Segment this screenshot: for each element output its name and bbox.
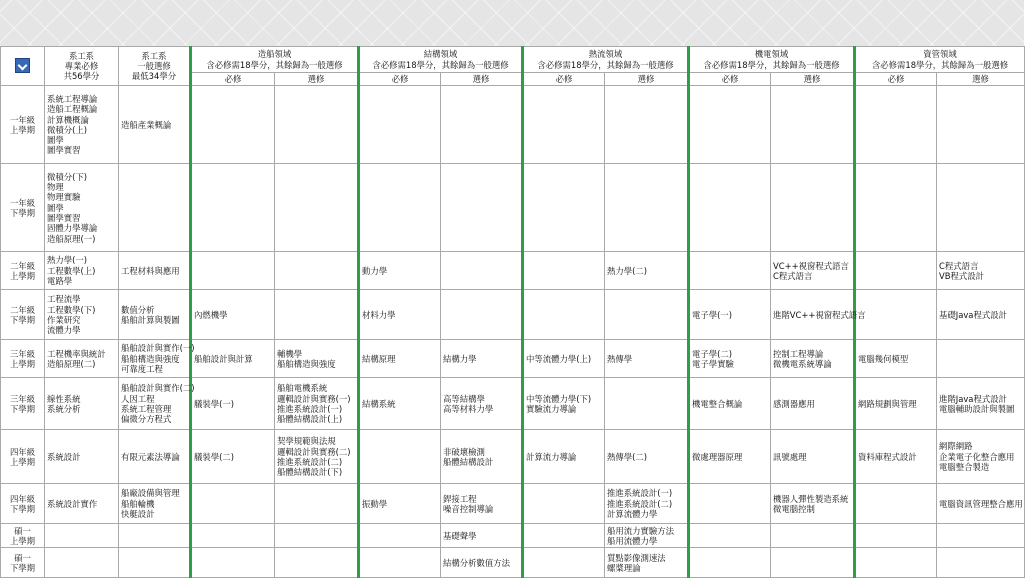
elective-courses-cell: [119, 86, 191, 164]
course-name: 計算流力導論: [526, 451, 577, 462]
course-name: 船用流力實驗方法: [607, 525, 674, 536]
domain-course-cell: [441, 548, 523, 578]
domain-course-cell: [689, 548, 771, 578]
domain-course-cell: [937, 340, 1025, 378]
table-row: [1, 164, 1025, 252]
domain-course-cell: [605, 86, 689, 164]
domain-course-cell: [605, 290, 689, 340]
course-name: 質點影像測速法: [607, 552, 666, 563]
domain-course-cell: [191, 86, 275, 164]
course-name: 系統分析: [47, 403, 81, 414]
domain-course-cell: [523, 524, 605, 548]
domain-course-cell: [771, 164, 855, 252]
course-name: 船舶設計與實作(二): [121, 383, 195, 394]
major-courses-cell: [45, 524, 119, 548]
course-name: 工程機率與統計: [47, 348, 106, 359]
domain-course-cell: [605, 252, 689, 290]
course-name: 船體結構設計(上): [277, 414, 343, 425]
semester-label: [1, 484, 45, 524]
domain-course-cell: [771, 86, 855, 164]
course-name: 機電整合概論: [692, 398, 743, 409]
domain-course-cell: [441, 524, 523, 548]
domain-course-cell: [605, 378, 689, 430]
domain-course-cell: [359, 430, 441, 484]
course-name: C程式語言: [773, 270, 813, 281]
course-name: 邏輯設計與實務(二): [277, 446, 351, 457]
course-name: 下學期: [9, 503, 36, 514]
course-name: 上學期: [9, 270, 36, 281]
course-name: 船舶輪機: [121, 498, 155, 509]
course-name: 電腦整合製造: [939, 461, 990, 472]
subheader-elective: 選修: [937, 73, 1025, 86]
course-name: 網路規劃與管理: [858, 398, 917, 409]
domain-course-cell: [689, 484, 771, 524]
course-name: 企業電子化整合應用: [939, 451, 1015, 462]
domain-course-cell: [689, 340, 771, 378]
course-name: 基礎聲學: [443, 530, 477, 541]
table-row: [1, 340, 1025, 378]
course-name: 工程材料與應用: [121, 265, 180, 276]
domain-course-cell: [359, 524, 441, 548]
domain-course-cell: [689, 378, 771, 430]
domain-course-cell: [605, 524, 689, 548]
course-name: 計算機概論: [47, 114, 89, 125]
semester-label: [1, 340, 45, 378]
domain-course-cell: [441, 378, 523, 430]
course-name: 船用流體力學: [607, 535, 658, 546]
course-name: 推進系統設計(一): [277, 403, 343, 414]
domain-course-cell: [855, 252, 937, 290]
course-name: 船舶構造與強度: [121, 353, 180, 364]
course-name: 三年級: [9, 348, 36, 359]
domain-course-cell: [937, 430, 1025, 484]
elective-courses-cell: [119, 252, 191, 290]
domain-course-cell: [689, 524, 771, 548]
table-row: [1, 548, 1025, 578]
course-name: 二年級: [9, 304, 36, 315]
course-name: 高等材料力學: [443, 403, 494, 414]
course-name: 熱力學(一): [47, 255, 88, 266]
domain-course-cell: [771, 548, 855, 578]
domain-course-cell: [191, 252, 275, 290]
domain-course-cell: [441, 430, 523, 484]
course-name: 二年級: [9, 260, 36, 271]
course-name: 偏微分方程式: [121, 414, 172, 425]
domain-course-cell: [937, 548, 1025, 578]
domain-header-mechatronics: 機電領域 含必修需18學分，其餘歸為一般選修: [689, 47, 855, 73]
domain-course-cell: [523, 430, 605, 484]
domain-course-cell: [441, 340, 523, 378]
domain-course-cell: [359, 252, 441, 290]
domain-course-cell: [441, 86, 523, 164]
course-name: 輔機學: [277, 348, 303, 359]
course-name: 銲接工程: [443, 493, 477, 504]
course-name: 電子學(二): [692, 348, 733, 359]
course-name: 工程數學(下): [47, 304, 96, 315]
elective-courses-cell: [119, 430, 191, 484]
course-name: 結構分析數值方法: [443, 557, 510, 568]
semester-label: [1, 252, 45, 290]
domain-course-cell: [441, 290, 523, 340]
course-name: 實驗流力導論: [526, 403, 577, 414]
domain-course-cell: [275, 252, 359, 290]
course-name: 下學期: [9, 207, 36, 218]
major-courses-cell: [45, 86, 119, 164]
major-courses-cell: [45, 378, 119, 430]
elective-courses-cell: [119, 290, 191, 340]
course-name: 造船工程概論: [47, 104, 98, 115]
domain-course-cell: [523, 86, 605, 164]
domain-course-cell: [937, 86, 1025, 164]
domain-course-cell: [441, 164, 523, 252]
course-name: 固體力學導論: [47, 223, 98, 234]
course-name: 動力學: [362, 265, 388, 276]
curriculum-body: [1, 86, 1025, 578]
domain-course-cell: [191, 164, 275, 252]
course-name: 一年級: [9, 114, 36, 125]
course-name: 熱傳學: [607, 353, 633, 364]
course-name: 人因工程: [121, 393, 155, 404]
domain-course-cell: [937, 252, 1025, 290]
domain-course-cell: [275, 164, 359, 252]
course-name: 微積分(上): [47, 124, 88, 135]
elective-courses-cell: [119, 524, 191, 548]
course-name: 造船產業概論: [121, 119, 172, 130]
course-name: 內燃機學: [194, 309, 228, 320]
course-name: 船舶電機系統: [277, 383, 328, 394]
domain-course-cell: [855, 340, 937, 378]
domain-course-cell: [771, 340, 855, 378]
domain-course-cell: [441, 484, 523, 524]
domain-course-cell: [937, 524, 1025, 548]
domain-course-cell: [275, 548, 359, 578]
domain-course-cell: [441, 252, 523, 290]
course-name: 上學期: [9, 124, 36, 135]
course-name: 上學期: [9, 535, 36, 546]
domain-course-cell: [275, 524, 359, 548]
course-name: 機器人彈性製造系統: [773, 493, 849, 504]
course-name: 非破壞檢測: [443, 446, 485, 457]
course-name: 訊號處理: [773, 451, 807, 462]
subheader-required: 必修: [359, 73, 441, 86]
course-name: 進階Java程式設計: [939, 393, 1007, 404]
domain-course-cell: [191, 378, 275, 430]
course-name: 下學期: [9, 562, 36, 573]
course-name: C程式語言: [939, 260, 979, 271]
domain-course-cell: [359, 340, 441, 378]
course-name: 工程流學: [47, 294, 81, 305]
domain-course-cell: [605, 340, 689, 378]
course-name: 電腦幾何模型: [858, 353, 909, 364]
domain-course-cell: [523, 548, 605, 578]
table-row: [1, 430, 1025, 484]
course-name: 圖學實習: [47, 212, 81, 223]
course-name: 熱傳學(二): [607, 451, 648, 462]
domain-course-cell: [359, 378, 441, 430]
course-name: 推進系統設計(二): [607, 498, 673, 509]
domain-course-cell: [191, 340, 275, 378]
course-name: 基礎Java程式設計: [939, 309, 1007, 320]
course-name: 系統工程管理: [121, 403, 172, 414]
course-name: 四年級: [9, 446, 36, 457]
course-name: 艤裝學(二): [194, 451, 235, 462]
subheader-required: 必修: [855, 73, 937, 86]
curriculum-table: [0, 46, 1025, 578]
domain-course-cell: [937, 164, 1025, 252]
course-name: 船體結構設計(下): [277, 467, 343, 478]
semester-label: [1, 86, 45, 164]
domain-course-cell: [275, 430, 359, 484]
domain-course-cell: [605, 484, 689, 524]
domain-course-cell: [855, 548, 937, 578]
table-row: [1, 252, 1025, 290]
domain-course-cell: [275, 378, 359, 430]
domain-course-cell: [689, 164, 771, 252]
domain-course-cell: [605, 164, 689, 252]
course-name: 上學期: [9, 456, 36, 467]
domain-header-shipbuilding: 造船領域 含必修需18學分，其餘歸為一般選修: [191, 47, 359, 73]
course-name: 圖學實習: [47, 145, 81, 156]
course-name: 推進系統設計(一): [607, 488, 673, 499]
course-name: 下學期: [9, 403, 36, 414]
domain-header-structure: 結構領域 含必修需18學分，其餘歸為一般選修: [359, 47, 523, 73]
corner-cell: [1, 47, 45, 86]
header-banner: [0, 0, 1024, 46]
major-courses-cell: [45, 164, 119, 252]
table-row: [1, 484, 1025, 524]
course-name: 振動學: [362, 498, 388, 509]
domain-course-cell: [275, 290, 359, 340]
domain-course-cell: [855, 524, 937, 548]
course-name: 結構原理: [362, 353, 396, 364]
course-name: 四年級: [9, 493, 36, 504]
table-row: [1, 290, 1025, 340]
course-name: 圖學: [47, 135, 64, 146]
domain-course-cell: [191, 290, 275, 340]
subheader-elective: 選修: [771, 73, 855, 86]
domain-course-cell: [523, 252, 605, 290]
domain-course-cell: [937, 290, 1025, 340]
domain-course-cell: [275, 340, 359, 378]
course-name: 中等流體力學(下): [526, 393, 592, 404]
domain-course-cell: [855, 164, 937, 252]
subheader-required: 必修: [523, 73, 605, 86]
domain-course-cell: [855, 290, 937, 340]
domain-course-cell: [191, 524, 275, 548]
domain-course-cell: [937, 378, 1025, 430]
course-name: 工程數學(上): [47, 265, 96, 276]
course-map: [0, 46, 1024, 578]
course-name: 系統設計實作: [47, 498, 98, 509]
domain-course-cell: [771, 524, 855, 548]
course-name: 推進系統設計(二): [277, 456, 343, 467]
table-row: [1, 86, 1025, 164]
domain-course-cell: [523, 290, 605, 340]
elective-courses-cell: [119, 484, 191, 524]
domain-course-cell: [359, 164, 441, 252]
course-name: 邏輯設計與實務(一): [277, 393, 351, 404]
course-name: 電腦資訊管理整合應用: [939, 498, 1023, 509]
course-name: 船舶設計與計算: [194, 353, 253, 364]
domain-course-cell: [855, 430, 937, 484]
table-row: [1, 524, 1025, 548]
course-name: 材料力學: [362, 309, 396, 320]
course-name: 碩一: [14, 552, 31, 563]
domain-course-cell: [359, 290, 441, 340]
course-name: 數值分析: [121, 304, 155, 315]
domain-course-cell: [191, 548, 275, 578]
course-name: 碩一: [14, 525, 31, 536]
header-row-main: [1, 47, 1025, 73]
course-name: 系統設計: [47, 451, 81, 462]
subheader-elective: 選修: [441, 73, 523, 86]
domain-course-cell: [191, 430, 275, 484]
course-name: 電子學(一): [692, 309, 733, 320]
elective-courses-cell: [119, 340, 195, 378]
course-name: 造船原理(二): [47, 358, 96, 369]
course-name: 微積分(下): [47, 171, 88, 182]
domain-header-thermal: 熱流領域 含必修需18學分，其餘歸為一般選修: [523, 47, 689, 73]
course-name: 中等流體力學(上): [526, 353, 592, 364]
domain-course-cell: [359, 484, 441, 524]
domain-course-cell: [689, 252, 771, 290]
subheader-required: 必修: [689, 73, 771, 86]
major-courses-cell: [45, 290, 119, 340]
domain-course-cell: [855, 484, 937, 524]
elective-courses-cell: [119, 164, 191, 252]
course-name: 結構力學: [443, 353, 477, 364]
course-name: 微機電系統導論: [773, 358, 832, 369]
course-name: 熱力學(二): [607, 265, 648, 276]
course-name: 快艇設計: [121, 508, 155, 519]
domain-course-cell: [275, 86, 359, 164]
table-row: [1, 378, 1025, 430]
course-name: VC++視窗程式語言: [773, 260, 849, 271]
domain-course-cell: [191, 484, 275, 524]
elective-courses-cell: [119, 378, 195, 430]
edit-icon[interactable]: [15, 58, 30, 73]
domain-course-cell: [771, 484, 855, 524]
subheader-required: 必修: [191, 73, 275, 86]
course-name: 系統工程導論: [47, 93, 98, 104]
course-name: 三年級: [9, 393, 36, 404]
domain-course-cell: [855, 86, 937, 164]
course-name: 可靠度工程: [121, 363, 163, 374]
domain-course-cell: [359, 548, 441, 578]
course-name: 電子學實驗: [692, 358, 734, 369]
course-name: 造船原理(一): [47, 233, 96, 244]
domain-course-cell: [937, 484, 1025, 524]
course-name: 船舶計算與製圖: [121, 314, 180, 325]
domain-course-cell: [523, 164, 605, 252]
major-courses-cell: [45, 252, 119, 290]
course-name: 電腦輔助設計與製圖: [939, 403, 1015, 414]
domain-course-cell: [689, 86, 771, 164]
subheader-elective: 選修: [275, 73, 359, 86]
course-name: VB程式設計: [939, 270, 984, 281]
course-name: 資料庫程式設計: [858, 451, 917, 462]
domain-course-cell: [275, 484, 359, 524]
course-name: 契學規範與法規: [277, 436, 336, 447]
elective-header: 系工系 一般選修 最低34學分: [119, 47, 191, 86]
major-courses-cell: [45, 484, 119, 524]
course-name: 計算流體力學: [607, 508, 658, 519]
domain-course-cell: [771, 252, 855, 290]
course-name: 進階VC++視窗程式語言: [773, 309, 866, 320]
course-name: 高等結構學: [443, 393, 485, 404]
course-name: 微處理器原理: [692, 451, 743, 462]
subheader-elective: 選修: [605, 73, 689, 86]
course-name: 艤裝學(一): [194, 398, 235, 409]
course-name: 微電腦控制: [773, 503, 815, 514]
course-name: 船體結構設計: [443, 456, 494, 467]
course-name: 控制工程導論: [773, 348, 824, 359]
course-name: 上學期: [9, 358, 36, 369]
course-name: 圖學: [47, 202, 64, 213]
course-name: 感測器應用: [773, 398, 815, 409]
domain-course-cell: [523, 340, 605, 378]
major-courses-cell: [45, 430, 119, 484]
course-name: 物理實驗: [47, 192, 81, 203]
domain-course-cell: [771, 290, 866, 340]
course-name: 船廠設備與管理: [121, 488, 180, 499]
elective-courses-cell: [119, 548, 191, 578]
domain-course-cell: [605, 430, 689, 484]
domain-course-cell: [689, 290, 771, 340]
domain-course-cell: [359, 86, 441, 164]
course-name: 結構系統: [362, 398, 396, 409]
course-name: 螺槳理論: [607, 562, 641, 573]
course-name: 電路學: [47, 275, 73, 286]
semester-label: [1, 548, 45, 578]
course-name: 網際網路: [939, 441, 973, 452]
domain-course-cell: [605, 548, 689, 578]
semester-label: [1, 524, 45, 548]
domain-course-cell: [771, 378, 855, 430]
major-courses-cell: [45, 340, 119, 378]
course-name: 流體力學: [47, 325, 81, 336]
semester-label: [1, 378, 45, 430]
domain-course-cell: [855, 378, 937, 430]
course-name: 船舶設計與實作(一): [121, 343, 195, 354]
domain-course-cell: [689, 430, 771, 484]
semester-label: [1, 290, 45, 340]
course-name: 一年級: [9, 197, 36, 208]
semester-label: [1, 164, 45, 252]
major-courses-cell: [45, 548, 119, 578]
major-header: 系工系 專業必修 共56學分: [45, 47, 119, 86]
course-name: 噪音控制導論: [443, 503, 494, 514]
course-name: 船舶構造與強度: [277, 358, 336, 369]
course-name: 有限元素法導論: [121, 451, 180, 462]
domain-course-cell: [523, 484, 605, 524]
course-name: 線性系統: [47, 393, 81, 404]
domain-course-cell: [771, 430, 855, 484]
course-name: 作業研究: [47, 314, 81, 325]
course-name: 下學期: [9, 314, 36, 325]
domain-course-cell: [523, 378, 605, 430]
semester-label: [1, 430, 45, 484]
domain-header-info-mgmt: 資管領域 含必修需18學分，其餘歸為一般選修: [855, 47, 1025, 73]
course-name: 物理: [47, 182, 64, 193]
